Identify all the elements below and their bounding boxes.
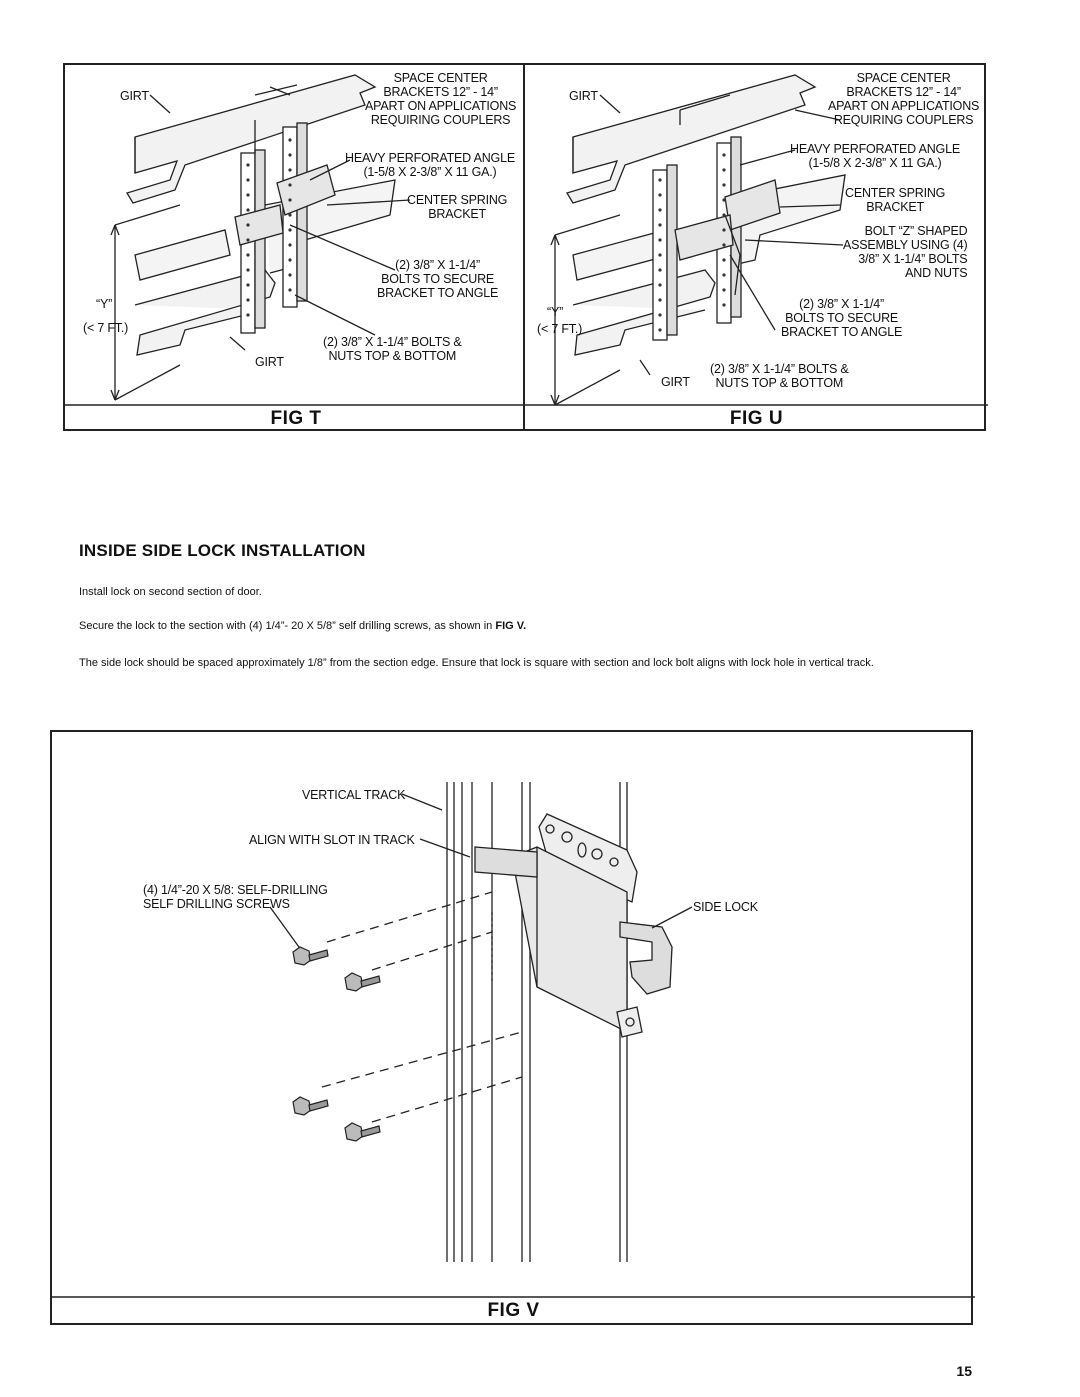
fig-t-bolts-secure-label: (2) 3/8” X 1-1/4” BOLTS TO SECURE BRACKET TO ANGLE	[377, 258, 499, 300]
fig-u-center-spring-label: CENTER SPRING BRACKET	[845, 186, 946, 214]
fig-v-vertical-track-label: VERTICAL TRACK	[302, 788, 406, 802]
fig-v-side-lock-label: SIDE LOCK	[693, 900, 758, 914]
fig-t-y-label: “Y”	[96, 297, 113, 311]
fig-u-bolts-nuts-label: (2) 3/8” X 1-1/4” BOLTS & NUTS TOP & BOTTOM	[710, 362, 849, 390]
fig-u-heavy-angle-label: HEAVY PERFORATED ANGLE (1-5/8 X 2-3/8” X 11 GA.)	[790, 142, 960, 170]
fig-v-drawing	[52, 732, 975, 1327]
fig-u-girt-bottom-label: GIRT	[661, 375, 690, 389]
fig-u-bolt-z-label: BOLT “Z” SHAPED ASSEMBLY USING (4) 3/8” X 1-1/4” BOLTS AND NUTS	[843, 224, 968, 280]
fig-v-caption: FIG V	[487, 1300, 540, 1321]
fig-t-bolts-nuts-label: (2) 3/8” X 1-1/4” BOLTS & NUTS TOP & BOTTOM	[323, 335, 462, 363]
fig-v-screws-label: (4) 1/4”-20 X 5/8: SELF-DRILLING SELF DRILLING SCREWS	[143, 883, 328, 911]
section-title: INSIDE SIDE LOCK INSTALLATION	[79, 541, 366, 560]
fig-u-girt-top-label: GIRT	[569, 89, 598, 103]
fig-u-caption: FIG U	[729, 408, 784, 429]
fig-v-reference: FIG V.	[495, 620, 527, 632]
fig-t-center-spring-label: CENTER SPRING BRACKET	[407, 193, 508, 221]
fig-u-y-limit-label: (< 7 FT.)	[537, 322, 583, 336]
fig-t-girt-top-label: GIRT	[120, 89, 149, 103]
fig-u-y-label: “Y”	[547, 305, 564, 319]
fig-u-bolts-secure-label: (2) 3/8” X 1-1/4” BOLTS TO SECURE BRACKET TO ANGLE	[781, 297, 903, 339]
fig-u-space-center-label: SPACE CENTER BRACKETS 12” - 14” APART ON APPLICATIONS REQUIRING COUPLERS	[828, 71, 980, 127]
fig-t-y-limit-label: (< 7 FT.)	[83, 321, 129, 335]
fig-t-panel	[63, 63, 525, 431]
fig-t-heavy-angle-label: HEAVY PERFORATED ANGLE (1-5/8 X 2-3/8” X 11 GA.)	[345, 151, 515, 179]
fig-v-panel	[50, 730, 973, 1325]
instruction-para-1: Install lock on second section of door.	[79, 586, 262, 598]
fig-v-align-slot-label: ALIGN WITH SLOT IN TRACK	[249, 833, 415, 847]
fig-t-caption: FIG T	[270, 408, 322, 429]
fig-u-panel	[523, 63, 986, 431]
instruction-para-2	[79, 620, 526, 632]
instruction-para-2-text: Secure the lock to the section with (4) 1/4”- 20 X 5/8” self drilling screws, as shown in	[79, 620, 496, 632]
fig-t-space-center-label: SPACE CENTER BRACKETS 12” - 14” APART ON APPLICATIONS REQUIRING COUPLERS	[365, 71, 517, 127]
fig-t-girt-bottom-label: GIRT	[255, 355, 284, 369]
instruction-para-3: The side lock should be spaced approximately 1/8” from the section edge. Ensure that lock is square with section and lock bolt aligns with lock hole in vertical track.	[79, 657, 874, 669]
page-number: 15	[956, 1363, 972, 1379]
